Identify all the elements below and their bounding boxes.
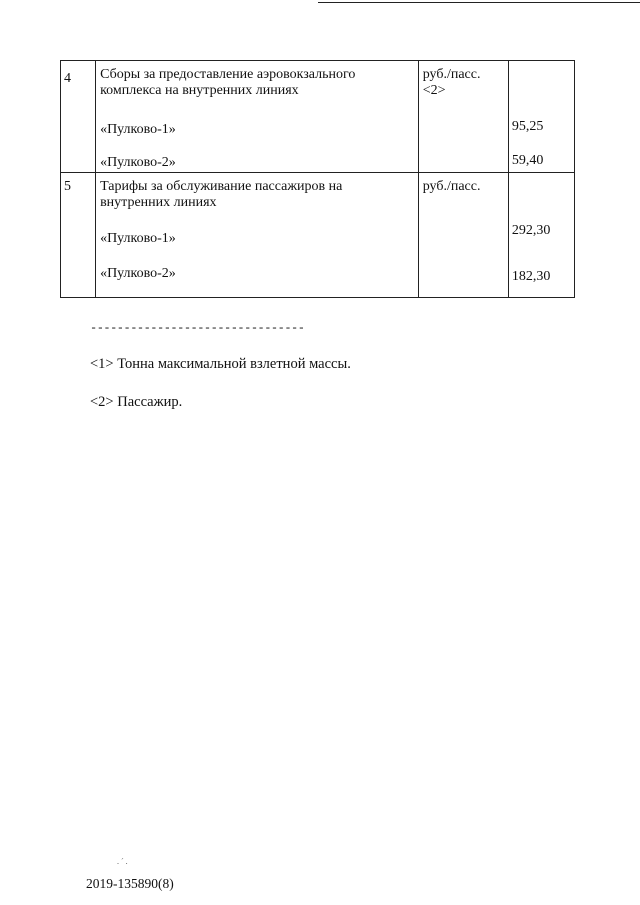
row-number-cell [61,173,96,298]
row-name-cell [96,173,419,298]
row-unit: руб./пасс. [422,179,481,194]
row-number-cell [61,61,96,173]
row-unit: руб./пасс. [422,67,481,82]
row-item-label: «Пулково-2» [100,266,176,281]
row-unit-footnote-ref: <2> [422,83,446,98]
row-number: 4 [64,71,71,86]
row-value-cell [508,173,574,298]
row-item-label: «Пулково-1» [100,231,176,246]
table-row [61,61,575,173]
footnote-2: <2> Пассажир. [90,394,183,410]
document-number: 2019-135890(8) [86,876,174,891]
table-row [61,173,575,298]
row-item-value: 292,30 [511,223,551,238]
row-number: 5 [64,179,71,194]
row-item-label: «Пулково-2» [100,155,176,170]
row-value-cell [508,61,574,173]
row-title: Сборы за предоставление аэровокзального комплекса на внутренних линиях [100,67,356,98]
row-item-value: 182,30 [511,269,551,284]
row-item-label: «Пулково-1» [100,122,176,137]
row-name-cell [96,61,419,173]
row-title: Тарифы за обслуживание пассажиров на внутренних линиях [100,179,343,210]
row-item-value: 59,40 [511,153,544,168]
fees-table [60,60,575,298]
row-item-value: 95,25 [511,119,544,134]
footnote-1: <1> Тонна максимальной взлетной массы. [90,356,351,372]
footnote-separator: -------------------------------- [90,321,305,335]
scan-marks: . ´ . [117,857,128,866]
row-unit-cell [418,61,508,173]
top-edge-rule [318,2,640,3]
row-unit-cell [418,173,508,298]
